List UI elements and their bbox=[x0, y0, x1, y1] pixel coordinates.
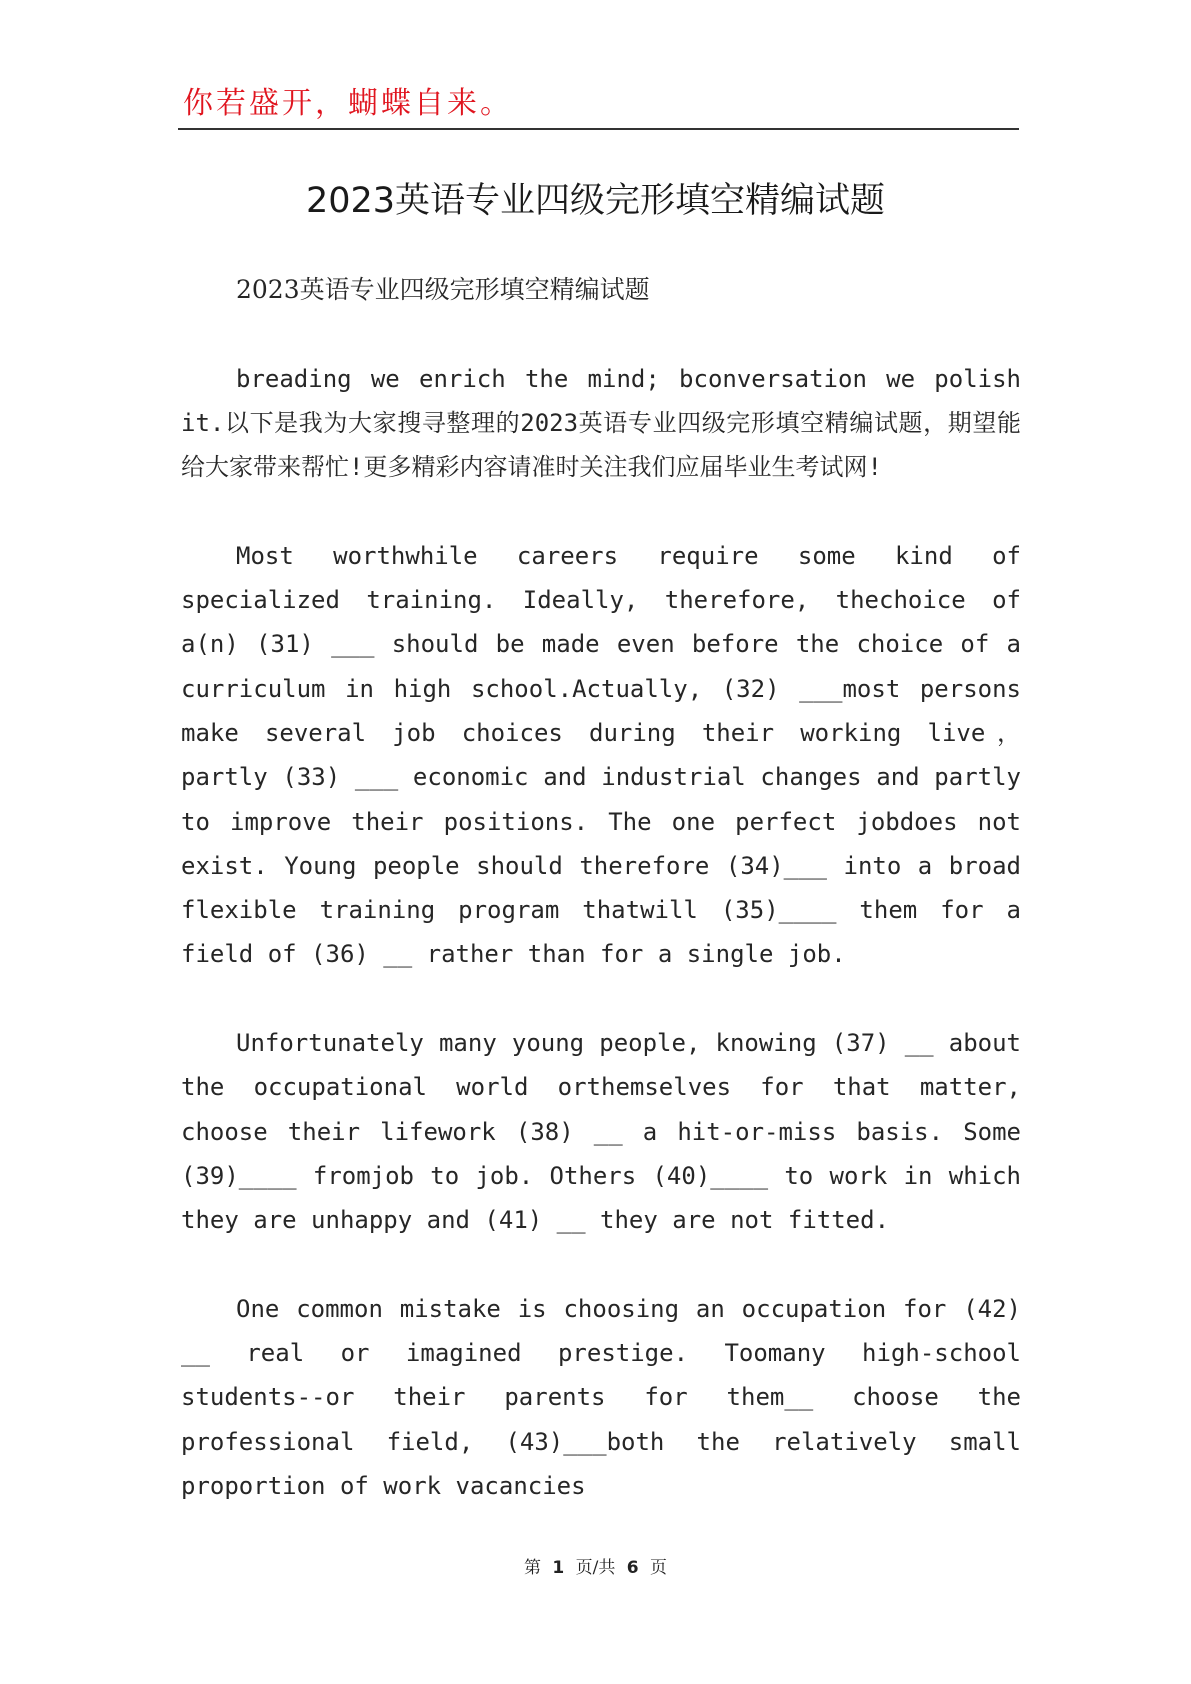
header-motto: 你若盛开，蝴蝶自来。 bbox=[183, 86, 513, 121]
passage-paragraph-3: One common mistake is choosing an occupation for (42) __ real or imagined prestige. Toomany high-school students--or their parents for them__ choose the professional field, (43)___both the relatively small proportion of work vacancies bbox=[181, 1294, 1021, 1501]
passage-paragraph-2: Unfortunately many young people, knowing (37) __ about the occupational world orthemselves for that matter, choose their lifework (38) __ a hit-or-miss basis. Some (39)____ fromjob to job. Others (40)____ to work in which they are unhappy and (41) __ they are not fitted. bbox=[181, 1029, 1021, 1235]
footer-middle: 页/共 bbox=[575, 1558, 616, 1578]
footer-suffix: 页 bbox=[650, 1558, 668, 1578]
footer-current-page: 1 bbox=[552, 1558, 565, 1578]
body-subtitle: 2023英语专业四级完形填空精编试题 bbox=[236, 275, 650, 304]
document-body bbox=[181, 268, 1021, 1553]
document-title: 2023英语专业四级完形填空精编试题 bbox=[305, 181, 886, 221]
header-divider bbox=[178, 128, 1019, 130]
footer-total-pages: 6 bbox=[626, 1558, 639, 1578]
page-footer bbox=[0, 1553, 1191, 1578]
intro-paragraph: breading we enrich the mind; bconversation we polish it.以下是我为大家搜寻整理的2023英语专业四级完形填空精编试题，期望能给大家带来帮忙!更多精彩内容请准时关注我们应届毕业生考试网! bbox=[181, 364, 1021, 482]
footer-prefix: 第 bbox=[523, 1558, 541, 1578]
passage-paragraph-1: Most worthwhile careers require some kind of specialized training. Ideally, therefore, thechoice of a(n) (31) ___ should be made even before the choice of a curriculum in high school.Actually, (32) ___most persons make several job choices during their working live， partly (33) ___ economic and industrial changes and partly to improve their positions. The one perfect jobdoes not exist. Young people should therefore (34)___ into a broad flexible training program thatwill (35)____ them for a field of (36) __ rather than for a single job. bbox=[181, 541, 1021, 969]
